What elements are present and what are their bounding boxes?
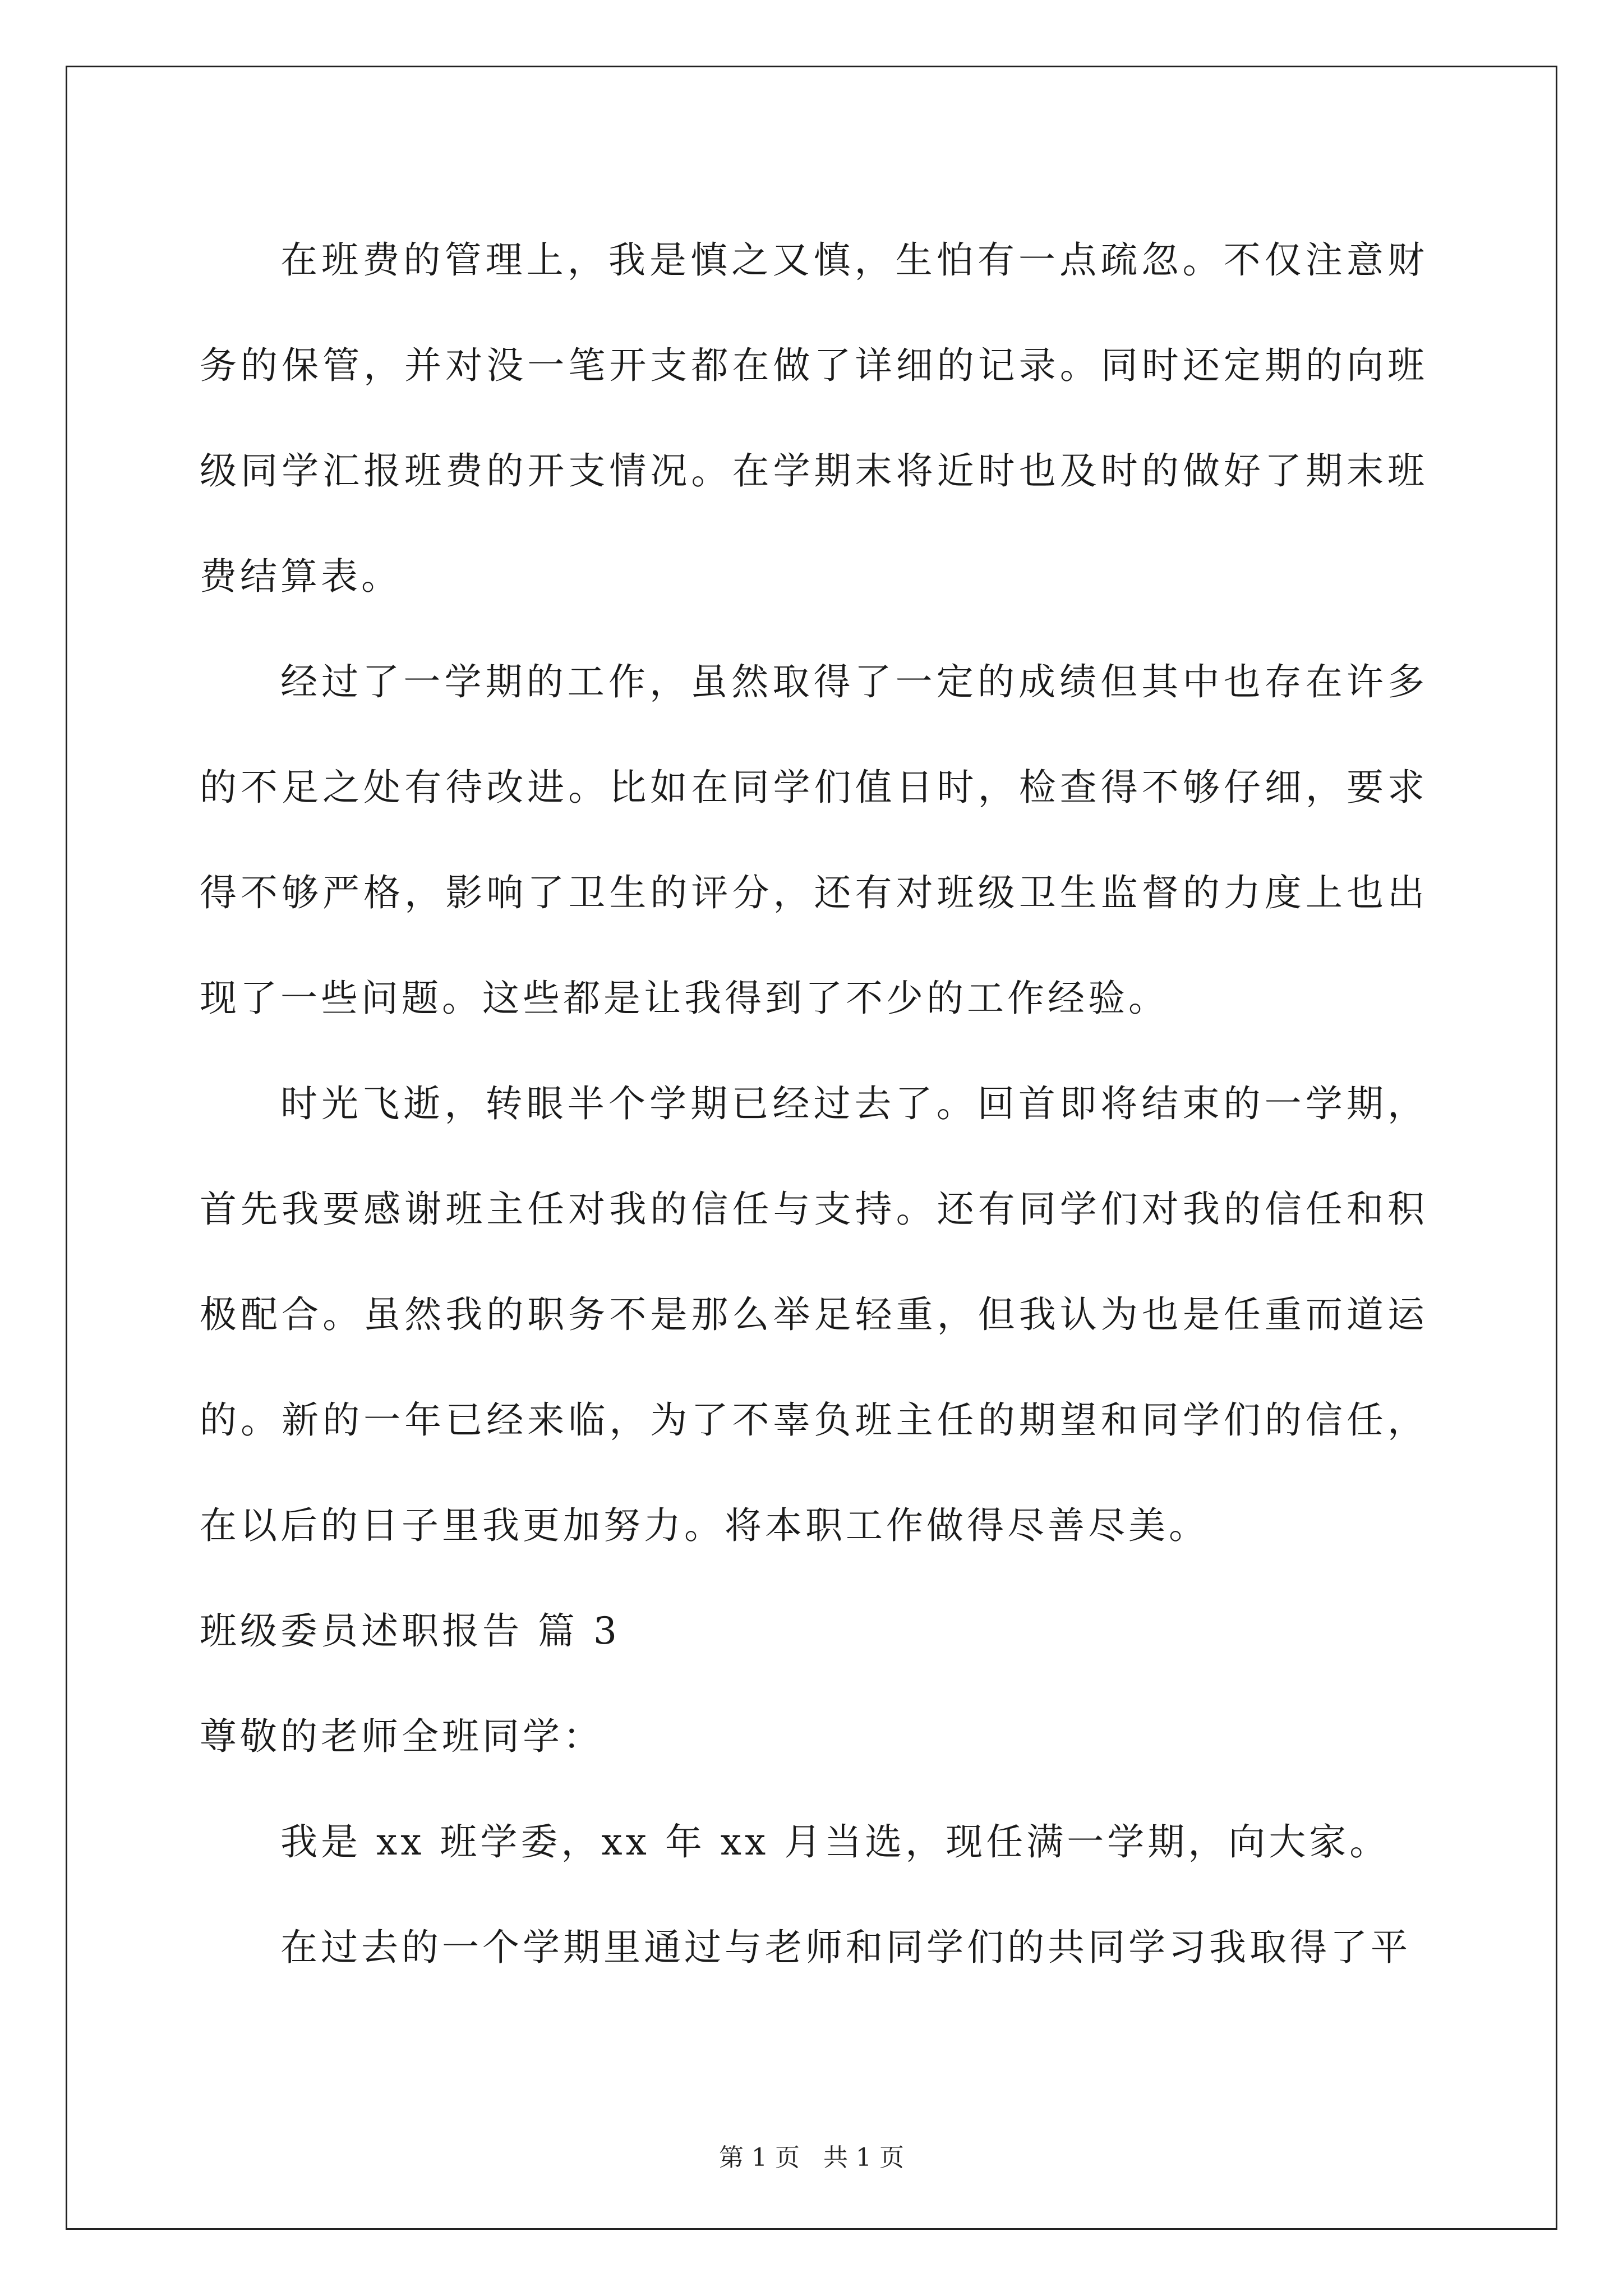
section-heading: 班级委员述职报告 篇 3 — [200, 1609, 620, 1653]
document-body — [200, 208, 1428, 2000]
page-footer — [0, 2137, 1623, 2173]
page-number-current: 第 1 页 — [719, 2143, 800, 2172]
page-number-total: 共 1 页 — [823, 2143, 904, 2172]
paragraph-past-semester: 在过去的一个学期里通过与老师和同学们的共同学习我取得了平 — [280, 1926, 1411, 1969]
paragraph-introduction: 我是 xx 班学委，xx 年 xx 月当选，现任满一学期，向大家。 — [280, 1820, 1390, 1864]
paragraph-shortcomings: 经过了一学期的工作，虽然取得了一定的成绩但其中也存在许多的不足之处有待改进。比如在同学们值日时，检查得不够仔细，要求得不够严格，影响了卫生的评分，还有对班级卫生监督的力度上也出现了一些问题。这些都是让我得到了不少的工作经验。 — [200, 660, 1428, 1020]
salutation: 尊敬的老师全班同学： — [200, 1715, 603, 1758]
paragraph-class-fee-management: 在班费的管理上，我是慎之又慎，生怕有一点疏忽。不仅注意财务的保管，并对没一笔开支都在做了详细的记录。同时还定期的向班级同学汇报班费的开支情况。在学期末将近时也及时的做好了期末班费结算表。 — [200, 238, 1428, 598]
paragraph-reflection: 时光飞逝，转眼半个学期已经过去了。回首即将结束的一学期，首先我要感谢班主任对我的信任与支持。还有同学们对我的信任和积极配合。虽然我的职务不是那么举足轻重，但我认为也是任重而道运的。新的一年已经来临，为了不辜负班主任的期望和同学们的信任，在以后的日子里我更加努力。将本职工作做得尽善尽美。 — [200, 1082, 1428, 1547]
